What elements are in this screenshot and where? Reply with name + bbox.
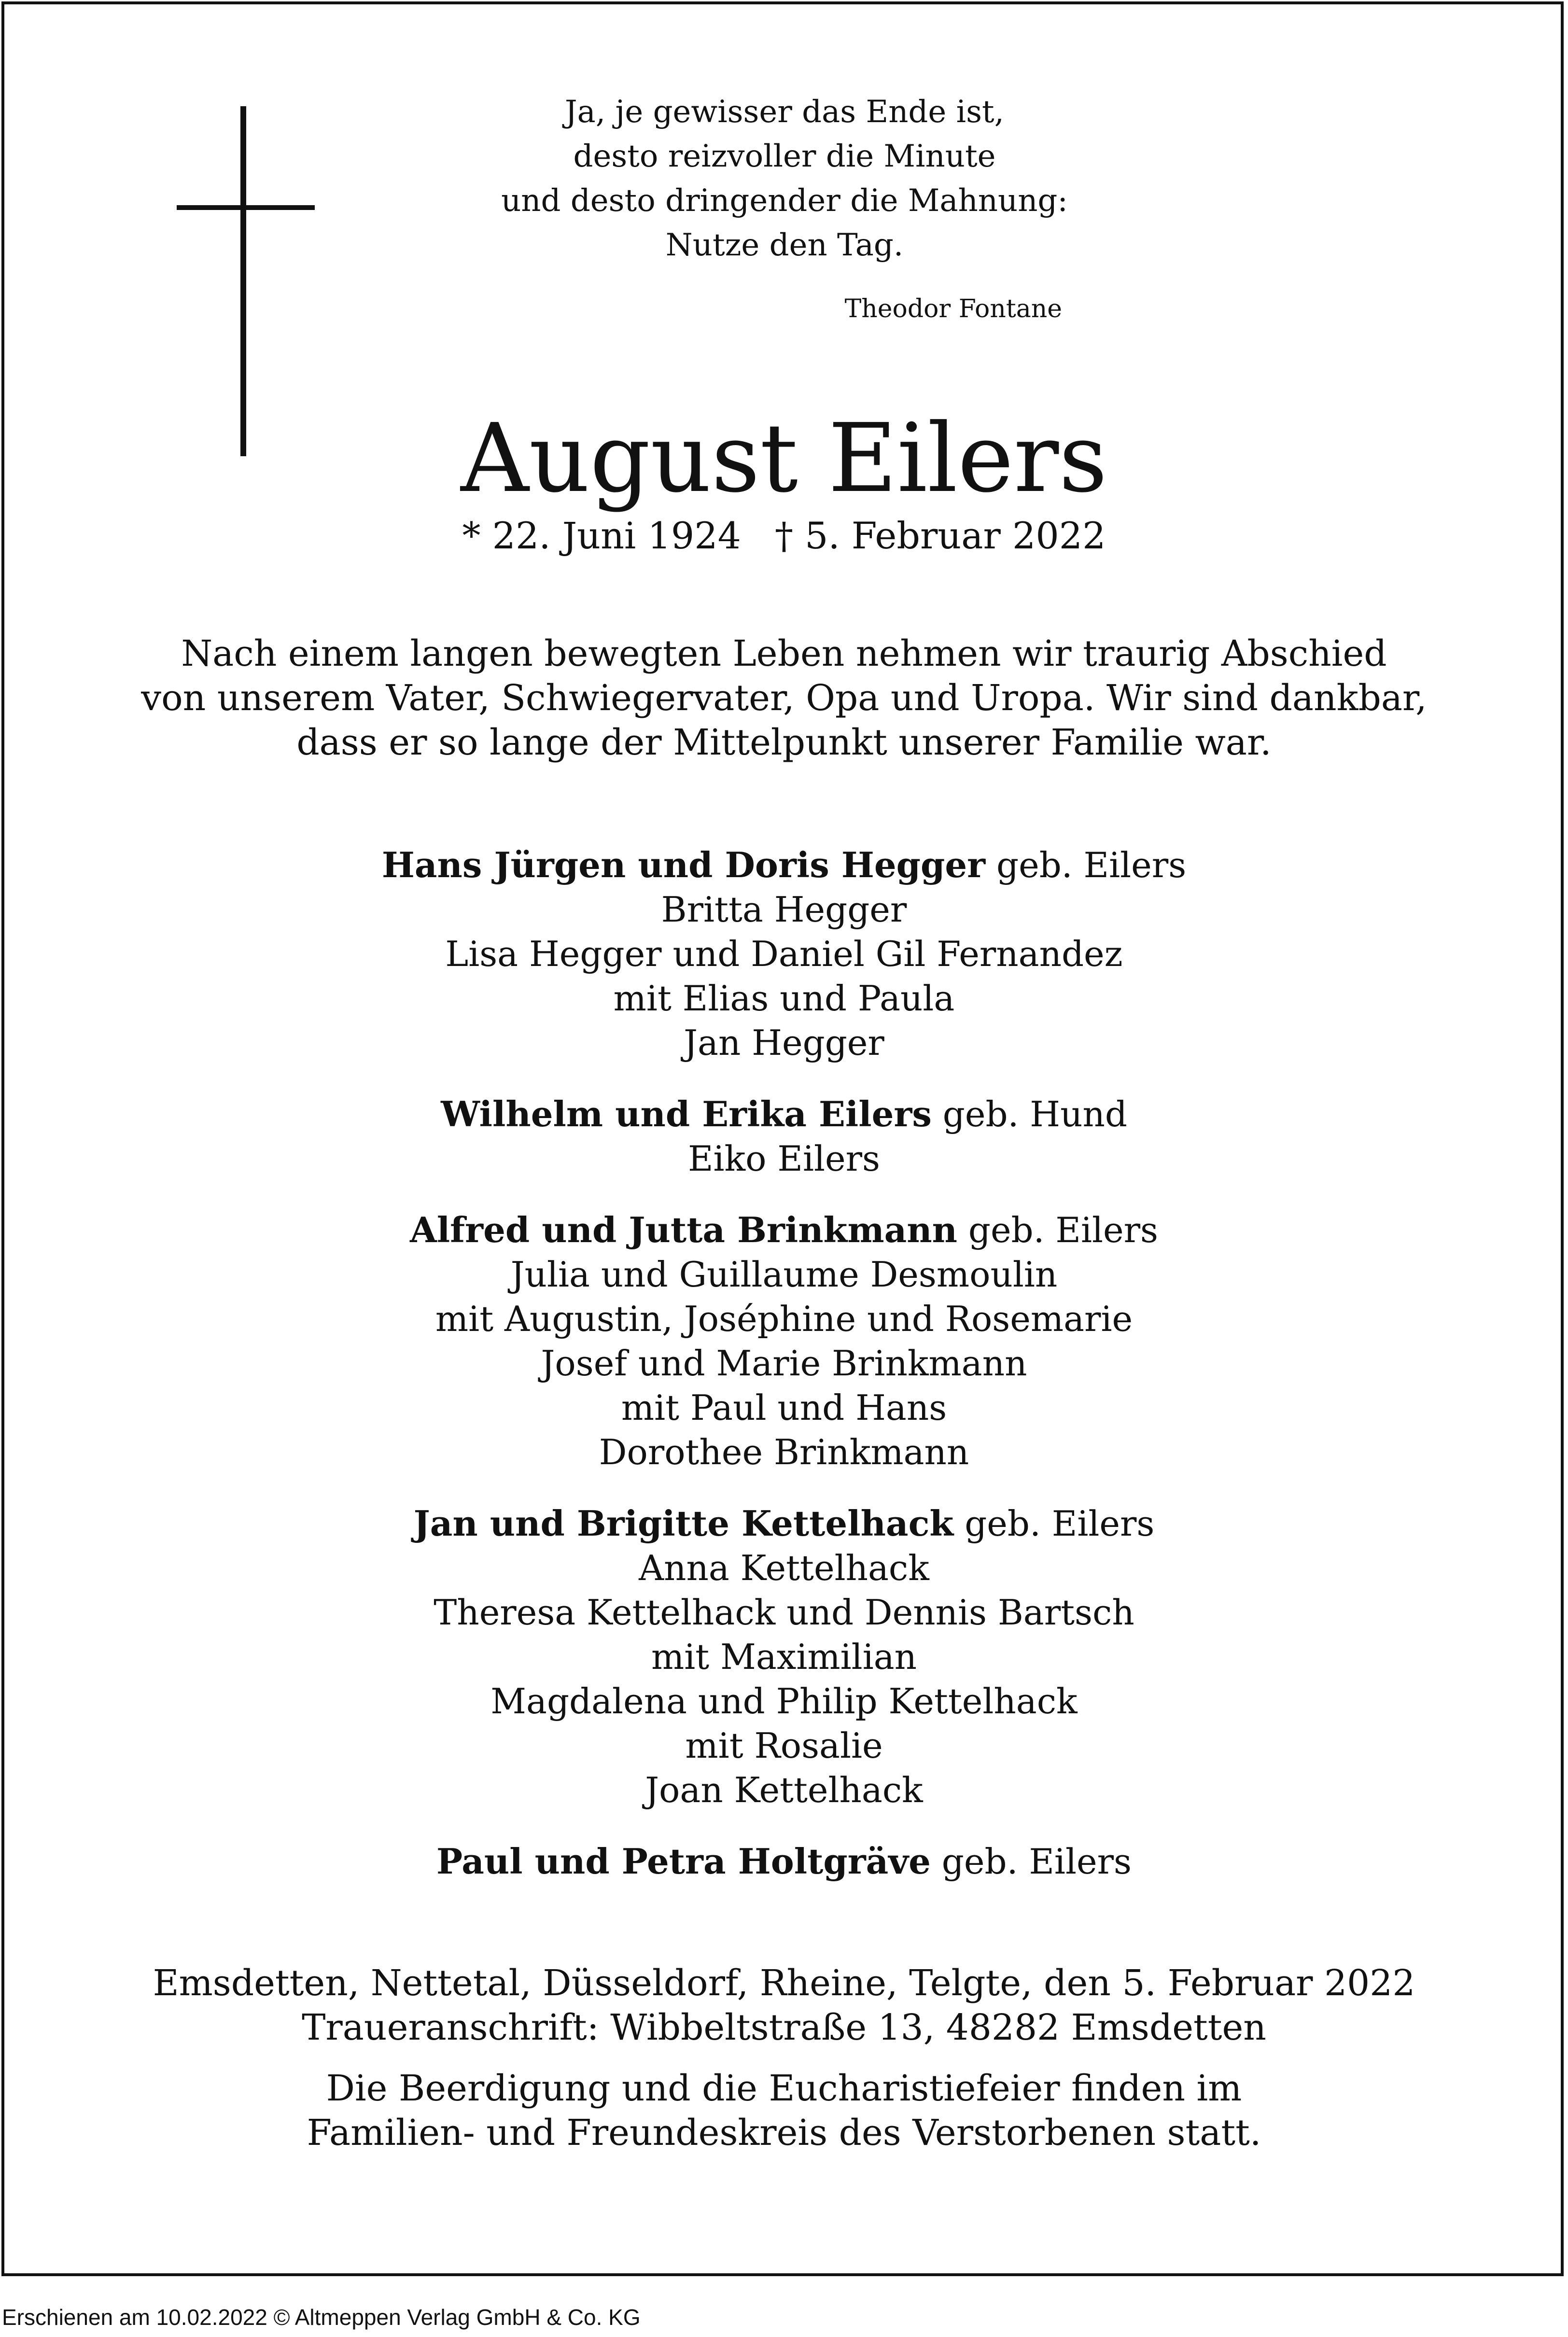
family-group [0,1501,1568,1812]
quote-author: Theodor Fontane [844,294,1062,323]
family-head-note: geb. Eilers [953,1503,1155,1544]
funeral-note [0,2066,1568,2155]
family-head [0,1208,1568,1252]
family-head-note: geb. Eilers [985,845,1187,885]
family-member: Theresa Kettelhack und Dennis Bartsch [434,1592,1134,1633]
death-date: † 5. Februar 2022 [774,514,1106,557]
intro-line: Nach einem langen bewegten Leben nehmen wir traurig Abschied [181,633,1387,674]
family-group [0,1208,1568,1474]
birth-date: * 22. Juni 1924 [462,514,741,557]
family-head-names: Alfred und Jutta Brinkmann [409,1209,957,1250]
intro-line: von unserem Vater, Schwiegervater, Opa und Uropa. Wir sind dankbar, [141,677,1427,719]
family-head [0,843,1568,887]
family-head [0,1501,1568,1546]
family-member: mit Elias und Paula [613,978,955,1019]
place-date: Emsdetten, Nettetal, Düsseldorf, Rheine, Telgte, den 5. Februar 2022 [153,1962,1415,2004]
family-member: Dorothee Brinkmann [599,1432,969,1472]
deceased-name: August Eilers [461,404,1107,514]
family-list [0,843,1568,1911]
quote-line: desto reizvoller die Minute [573,139,996,174]
family-group [0,1092,1568,1181]
family-group [0,1839,1568,1884]
family-head-note: geb. Eilers [930,1841,1132,1882]
funeral-line: Familien- und Freundeskreis des Verstorbenen statt. [307,2112,1261,2154]
family-head-note: geb. Hund [931,1094,1127,1134]
intro-text [0,631,1568,765]
publication-credit: Erschienen am 10.02.2022 © Altmeppen Verlag GmbH & Co. KG [2,2305,641,2330]
cross-icon [240,106,246,456]
quote-line: Nutze den Tag. [665,227,904,263]
family-head-names: Hans Jürgen und Doris Hegger [381,844,986,885]
quote-line: Ja, je gewisser das Ende ist, [565,94,1004,130]
family-member: Lisa Hegger und Daniel Gil Fernandez [445,934,1123,974]
funeral-line: Die Beerdigung und die Eucharistiefeier finden im [326,2068,1242,2109]
family-head-note: geb. Eilers [957,1210,1159,1250]
cross-icon-bar [177,205,315,210]
mourning-address: Traueranschrift: Wibbeltstraße 13, 48282 Emsdetten [302,2007,1266,2048]
family-member: Joan Kettelhack [645,1770,923,1810]
family-member: Jan Hegger [684,1022,884,1063]
family-head-names: Paul und Petra Holtgräve [436,1841,931,1882]
intro-line: dass er so lange der Mittelpunkt unserer Familie war. [296,722,1272,763]
place-and-address [0,1961,1568,2050]
family-member: mit Maximilian [651,1637,917,1677]
family-member: mit Augustin, Joséphine und Rosemarie [435,1299,1133,1339]
life-dates [0,512,1568,560]
family-head-names: Wilhelm und Erika Eilers [441,1093,932,1134]
family-member: Eiko Eilers [687,1138,881,1179]
family-member: mit Rosalie [685,1725,883,1766]
family-head [0,1839,1568,1884]
family-member: mit Paul und Hans [621,1387,947,1428]
family-member: Anna Kettelhack [639,1548,929,1588]
family-head [0,1092,1568,1136]
family-member: Josef und Marie Brinkmann [541,1343,1027,1384]
family-member: Britta Hegger [661,889,907,930]
family-member: Magdalena und Philip Kettelhack [490,1681,1078,1721]
quote [434,90,1134,267]
family-member: Julia und Guillaume Desmoulin [510,1254,1058,1295]
family-group [0,843,1568,1065]
quote-line: und desto dringender die Mahnung: [501,183,1068,219]
family-head-names: Jan und Brigitte Kettelhack [413,1503,954,1544]
